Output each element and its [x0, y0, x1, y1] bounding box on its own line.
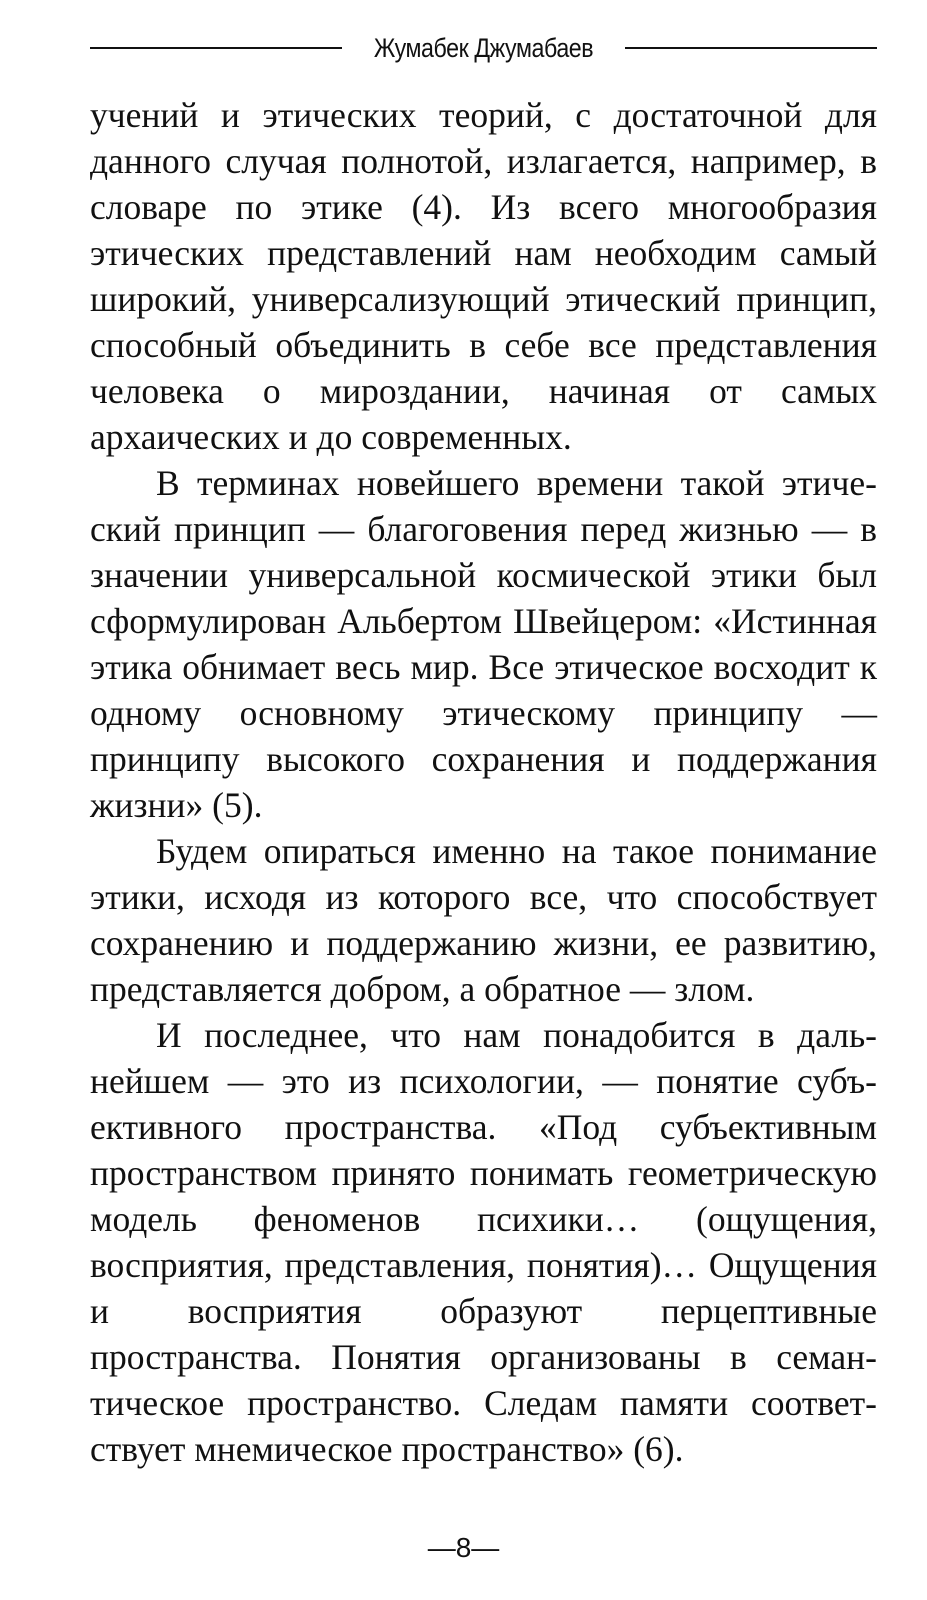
paragraph-1: учений и этических теорий, с достаточной для данного случая полнотой, излагается, например, в словаре по этике (4). Из всего многообразия этических представлений нам необходим самый широкий, универсализующий этический принцип, способный объединить в себе все представления человека о мироздании, начиная от самых архаических и до современных. — [90, 95, 877, 457]
paragraph-4: И последнее, что нам понадобится в дальнейшем — это из психологии, — понятие субъективного пространства. «Под субъективным пространством принято понимать геометрическую модель феноменов психики… (ощущения, восприятия, представления, понятия)… Ощущения и восприятия образуют перцептивные пространства. Понятия организованы в семантическое пространство. Следам памяти соответствует мнемическое пространство» (6). — [90, 1015, 877, 1469]
header-rule-left — [90, 47, 342, 49]
paragraph-2: В терминах новейшего времени такой этический принцип — благоговения перед жизнью — в значении универсальной космической этики был сформулирован Альбертом Швейцером: «Истинная этика обнимает весь мир. Все этическое восходит к одному основному этическому принципу — принципу высокого сохранения и поддержания жизни» (5). — [90, 463, 877, 825]
running-header — [90, 28, 877, 68]
page-number: —8— — [427, 1532, 500, 1563]
paragraph-3: Будем опираться именно на такое понимание этики, исходя из которого все, что способствует сохранению и поддержанию жизни, ее развитию, представляется добром, а обратное — злом. — [90, 831, 877, 1009]
body-text — [90, 92, 877, 1472]
header-rule-right — [625, 47, 877, 49]
header-author: Жумабек Джумабаев — [373, 32, 594, 63]
